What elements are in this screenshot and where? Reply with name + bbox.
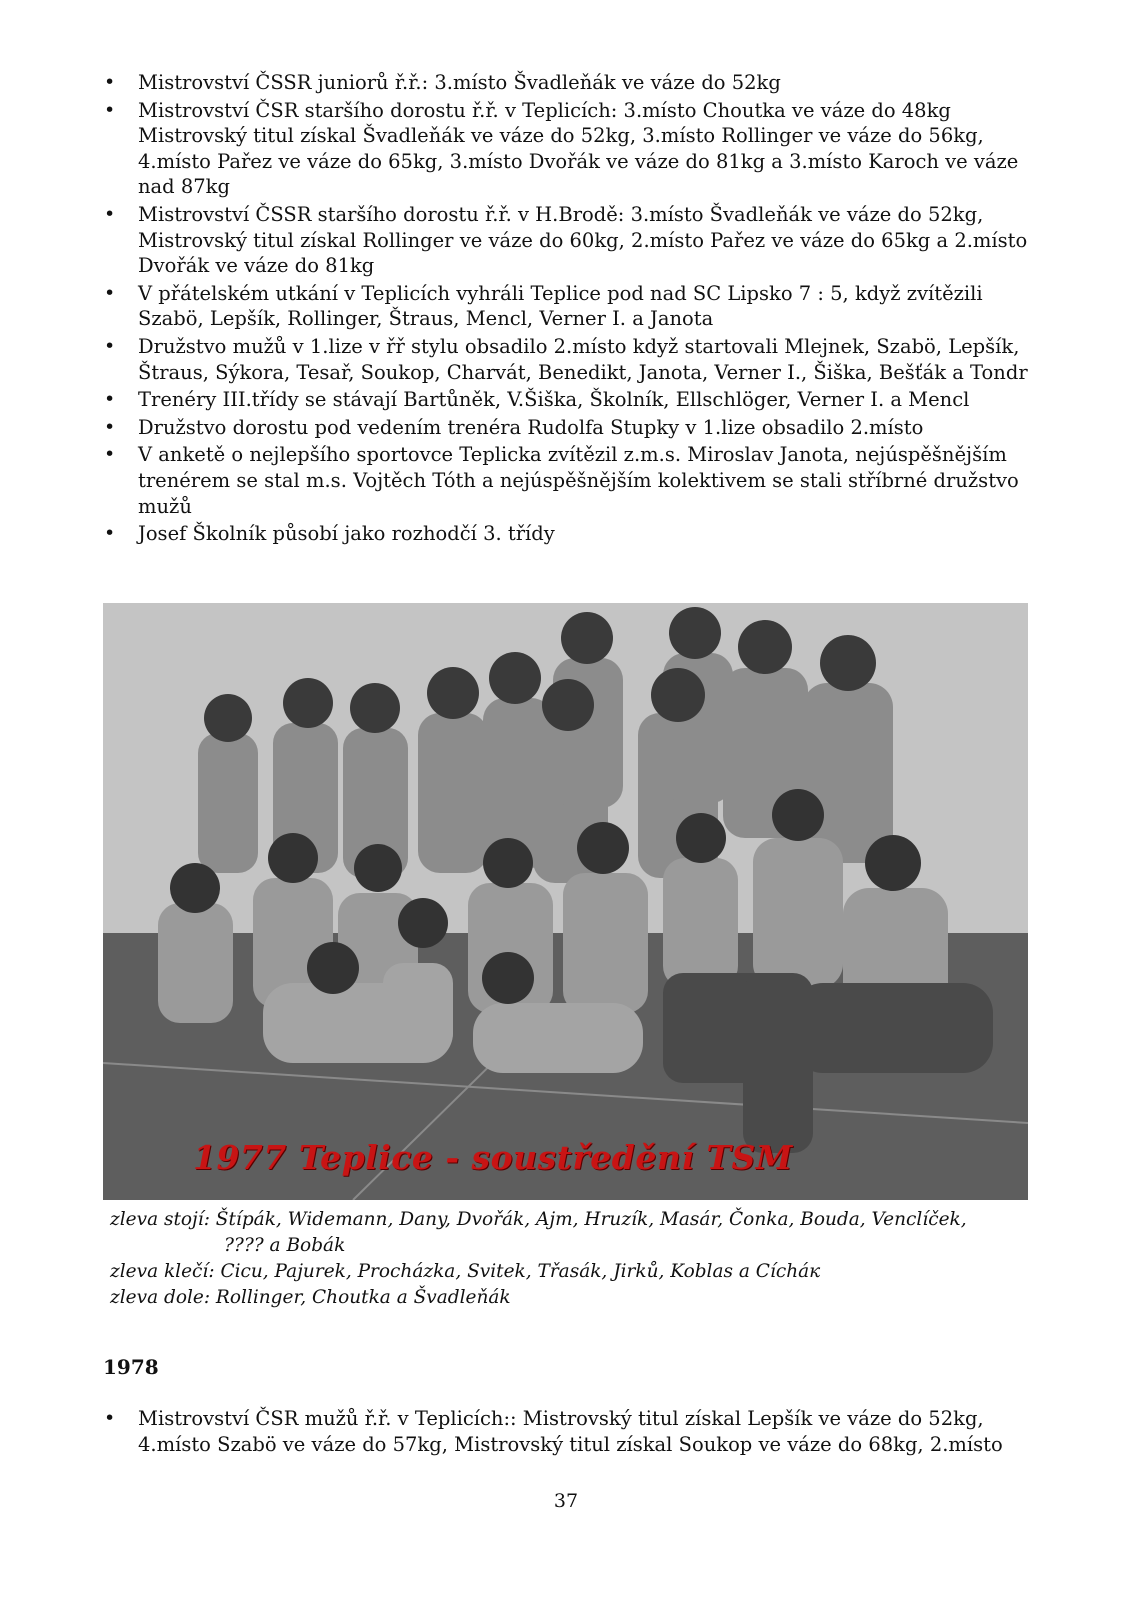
results-list-1978: [102, 1406, 1037, 1457]
caption-standing-continued: ???? a Bobák: [224, 1235, 346, 1256]
list-item: • Josef Školník působí jako rozhodčí 3. třídy: [102, 521, 1037, 547]
list-item: • Družstvo mužů v 1.lize v řř stylu obsadilo 2.místo když startovali Mlejnek, Szabö, Lepšík, Štraus, Sýkora, Tesař, Soukop, Charvát, Benedikt, Janota, Verner I., Šiška, Bešťák a Tondr: [102, 334, 1037, 385]
caption-kneeling: zleva klečí: Cicu, Pajurek, Procházka, Svitek, Třasák, Jirků, Koblas a Cícháк: [110, 1261, 821, 1282]
photo-captions: [110, 1207, 1020, 1311]
team-photo: [103, 603, 1028, 1200]
list-item: • Mistrovství ČSR staršího dorostu ř.ř. v Teplicích: 3.místo Choutka ve váze do 48kg Mistrovský titul získal Švadleňák ve váze do 52kg, 3.místo Rollinger ve váze do 56kg, 4.místo Pařez ve váze do 65kg, 3.místo Dvořák ve váze do 81kg a 3.místo Karoch ve váze nad 87kg: [102, 98, 1037, 200]
list-item: • Trenéry III.třídy se stávají Bartůněk, V.Šiška, Školník, Ellschlöger, Verner I. a Mencl: [102, 387, 1037, 413]
list-item: • Družstvo dorostu pod vedením trenéra Rudolfa Stupky v 1.lize obsadilo 2.místo: [102, 415, 1037, 441]
list-item: • V přátelském utkání v Teplicích vyhráli Teplice pod nad SC Lipsko 7 : 5, když zvítězili Szabö, Lepšík, Rollinger, Štraus, Mencl, Verner I. a Janota: [102, 281, 1037, 332]
caption-bottom: zleva dole: Rollinger, Choutka a Švadleňák: [110, 1287, 511, 1308]
list-item: • V anketě o nejlepšího sportovce Teplicka zvítězil z.m.s. Miroslav Janota, nejúspěšnějším trenérem se stal m.s. Vojtěch Tóth a nejúspěšnějším kolektivem se stali stříbrné družstvo mužů: [102, 442, 1037, 519]
photo-overlay-title: 1977 Teplice - soustředění TSM: [193, 1138, 793, 1177]
list-item: • Mistrovství ČSSR staršího dorostu ř.ř. v H.Brodě: 3.místo Švadleňák ve váze do 52kg, Mistrovský titul získal Rollinger ve váze do 60kg, 2.místo Pařez ve váze do 65kg a 2.místo Dvořák ve váze do 81kg: [102, 202, 1037, 279]
results-list-1977: [102, 70, 1037, 547]
page-number: 37: [553, 1490, 579, 1512]
caption-standing: zleva stojí: Štípák, Widemann, Dany, Dvořák, Ajm, Hruzík, Masár, Čonka, Bouda, Venclíček,: [110, 1209, 967, 1230]
list-item: • Mistrovství ČSR mužů ř.ř. v Teplicích:: Mistrovský titul získal Lepšík ve váze do 52kg, 4.místo Szabö ve váze do 57kg, Mistrovský titul získal Soukop ve váze do 68kg, 2.místo: [102, 1406, 1037, 1457]
list-item: • Mistrovství ČSSR juniorů ř.ř.: 3.místo Švadleňák ve váze do 52kg: [102, 70, 1037, 96]
section-heading-year: 1978: [103, 1355, 159, 1379]
team-photo-drawing: [103, 603, 1028, 1200]
